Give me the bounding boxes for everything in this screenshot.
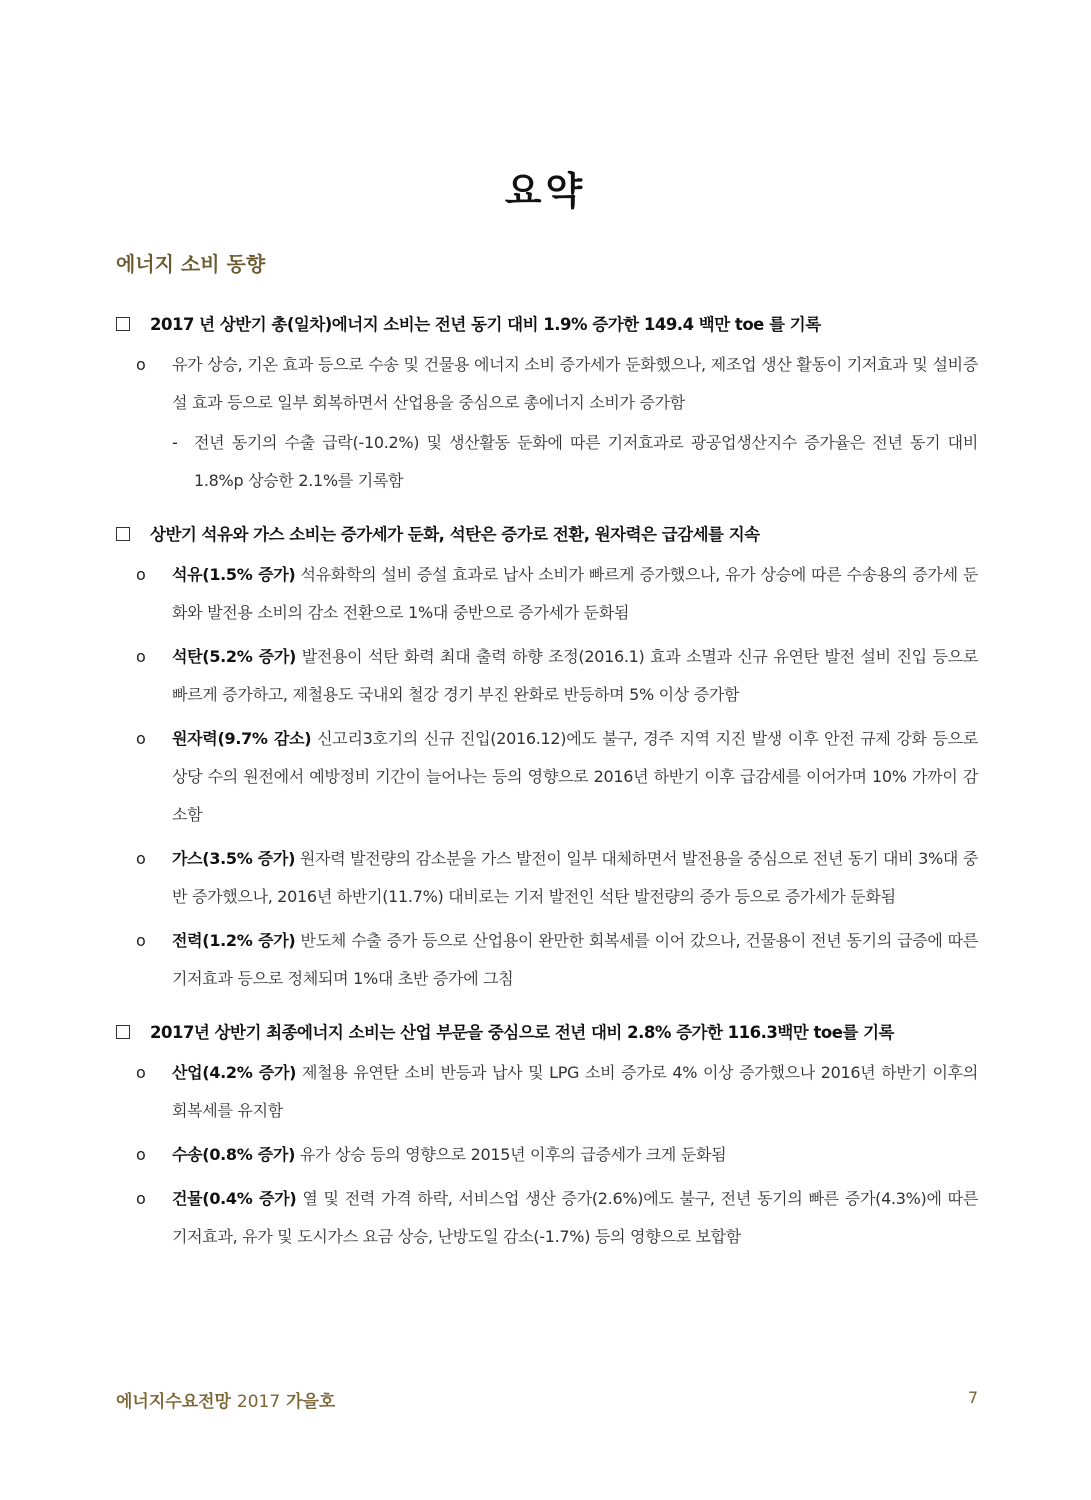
bullet-marker: o	[136, 1189, 146, 1208]
summary-block-heading	[116, 312, 978, 338]
bullet-marker: o	[136, 849, 146, 868]
bullet-description: 석유화학의 설비 증설 효과로 납사 소비가 빠르게 증가했으나, 유가 상승에 따른 수송용의 증가세 둔화와 발전용 소비의 감소 전환으로 1%대 중반으로 증가세가 둔화됨	[172, 565, 978, 622]
block-heading-text: 2017 년 상반기 총(일차)에너지 소비는 전년 동기 대비 1.9% 증가한 149.4 백만 toe 를 기록	[150, 315, 821, 334]
bullet-label: 원자력(9.7% 감소)	[172, 729, 312, 748]
bullet-marker: o	[136, 647, 146, 666]
bullet-description: 제철용 유연탄 소비 반등과 납사 및 LPG 소비 증가로 4% 이상 증가했으나 2016년 하반기 이후의 회복세를 유지함	[172, 1063, 978, 1120]
publication-name: 에너지수요전망	[116, 1392, 231, 1412]
bullet-label: 가스(3.5% 증가)	[172, 849, 296, 868]
bullet-marker: o	[136, 1063, 146, 1082]
issue-year: 2017	[236, 1392, 281, 1412]
bullet-description: 반도체 수출 증가 등으로 산업용이 완만한 회복세를 이어 갔으나, 건물용이 전년 동기의 급증에 따른 기저효과 등으로 정체되며 1%대 초반 증가에 그침	[172, 931, 978, 988]
bullet-text: 유가 상승, 기온 효과 등으로 수송 및 건물용 에너지 소비 증가세가 둔화했으나, 제조업 생산 활동이 기저효과 및 설비증설 효과 등으로 일부 회복하면서 산업용을 중심으로 총에너지 소비가 증가함	[172, 355, 978, 412]
sub-list-item	[172, 424, 978, 500]
bullet-list	[116, 556, 978, 998]
checkbox-square-icon	[116, 1025, 130, 1039]
bullet-text	[172, 1054, 978, 1130]
list-item	[116, 1180, 978, 1256]
list-item	[116, 840, 978, 916]
page-title: 요약	[504, 169, 587, 213]
list-item	[116, 922, 978, 998]
dash-marker: -	[172, 433, 178, 452]
bullet-label: 석탄(5.2% 증가)	[172, 647, 297, 666]
footer-publication	[116, 1387, 335, 1412]
list-item	[116, 720, 978, 834]
bullet-label: 석유(1.5% 증가)	[172, 565, 296, 584]
bullet-label: 산업(4.2% 증가)	[172, 1063, 297, 1082]
bullet-text	[172, 638, 978, 714]
bullet-label: 건물(0.4% 증가)	[172, 1189, 297, 1208]
list-item	[116, 556, 978, 632]
summary-block-heading	[116, 1020, 978, 1046]
bullet-text	[172, 1180, 978, 1256]
summary-content	[116, 312, 978, 1256]
list-item	[116, 1136, 978, 1174]
page-number: 7	[967, 1388, 978, 1407]
bullet-text	[172, 720, 978, 834]
bullet-text	[172, 1136, 978, 1174]
bullet-marker: o	[136, 729, 146, 748]
bullet-label: 수송(0.8% 증가)	[172, 1145, 296, 1164]
block-heading-text: 2017년 상반기 최종에너지 소비는 산업 부문을 중심으로 전년 대비 2.8% 증가한 116.3백만 toe를 기록	[150, 1023, 894, 1042]
issue-season: 가을호	[286, 1392, 336, 1412]
bullet-marker: o	[136, 1145, 146, 1164]
bullet-list	[116, 346, 978, 500]
bullet-label: 전력(1.2% 증가)	[172, 931, 296, 950]
checkbox-square-icon	[116, 317, 130, 331]
list-item	[116, 346, 978, 422]
bullet-text	[172, 922, 978, 998]
bullet-description: 원자력 발전량의 감소분을 가스 발전이 일부 대체하면서 발전용을 중심으로 전년 동기 대비 3%대 중반 증가했으나, 2016년 하반기(11.7%) 대비로는 기저 발전인 석탄 발전량의 증가 등으로 증가세가 둔화됨	[172, 849, 978, 906]
section-heading: 에너지 소비 동향	[116, 252, 266, 276]
bullet-text	[172, 556, 978, 632]
bullet-text	[172, 840, 978, 916]
bullet-description: 신고리3호기의 신규 진입(2016.12)에도 불구, 경주 지역 지진 발생 이후 안전 규제 강화 등으로 상당 수의 원전에서 예방정비 기간이 늘어나는 등의 영향으로 2016년 하반기 이후 급감세를 이어가며 10% 가까이 감소함	[172, 729, 978, 824]
block-heading-text: 상반기 석유와 가스 소비는 증가세가 둔화, 석탄은 증가로 전환, 원자력은 급감세를 지속	[150, 525, 760, 544]
bullet-description: 발전용이 석탄 화력 최대 출력 하향 조정(2016.1) 효과 소멸과 신규 유연탄 발전 설비 진입 등으로 빠르게 증가하고, 제철용도 국내외 철강 경기 부진 완화로 반등하며 5% 이상 증가함	[172, 647, 978, 704]
bullet-marker: o	[136, 565, 146, 584]
checkbox-square-icon	[116, 527, 130, 541]
summary-block-heading	[116, 522, 978, 548]
bullet-marker: o	[136, 931, 146, 950]
list-item	[116, 1054, 978, 1130]
bullet-description: 열 및 전력 가격 하락, 서비스업 생산 증가(2.6%)에도 불구, 전년 동기의 빠른 증가(4.3%)에 따른 기저효과, 유가 및 도시가스 요금 상승, 난방도일 감소(-1.7%) 등의 영향으로 보합함	[172, 1189, 978, 1246]
list-item	[116, 638, 978, 714]
bullet-marker: o	[136, 355, 146, 374]
bullet-description: 유가 상승 등의 영향으로 2015년 이후의 급증세가 크게 둔화됨	[295, 1145, 727, 1164]
sub-bullet-text: 전년 동기의 수출 급락(-10.2%) 및 생산활동 둔화에 따른 기저효과로 광공업생산지수 증가율은 전년 동기 대비 1.8%p 상승한 2.1%를 기록함	[194, 433, 978, 490]
bullet-list	[116, 1054, 978, 1256]
